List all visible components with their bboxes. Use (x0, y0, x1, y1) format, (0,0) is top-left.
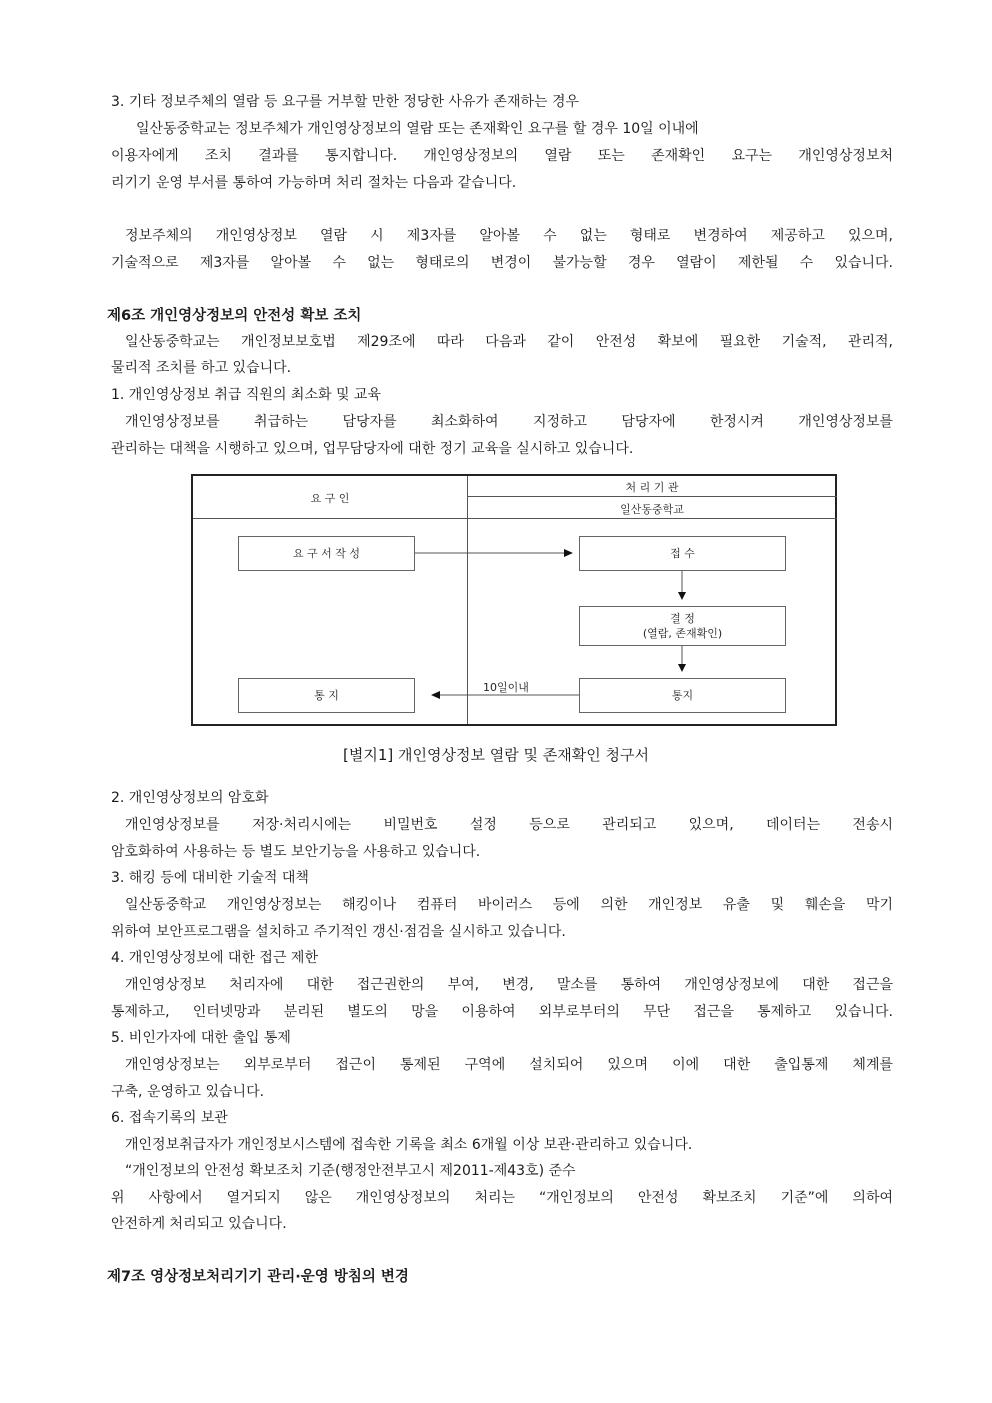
paragraph-line: 일산동중학교는 정보주체가 개인영상정보의 열람 또는 존재확인 요구를 할 경우 10일 이내에 (136, 121, 699, 137)
arrow-down-icon (678, 664, 686, 672)
paragraph-line: 기술적으로 제3자를 알아볼 수 없는 형태로의 변경이 불가능할 경우 열람이 제한될 수 있습니다. (111, 255, 893, 271)
article-6-title: 제6조 개인영상정보의 안전성 확보 조치 (107, 308, 362, 324)
arrow-down-icon (678, 592, 686, 600)
paragraph-line: 정보주체의 개인영상정보 열람 시 제3자를 알아볼 수 없는 형태로 변경하여 제공하고 있으며, (125, 228, 893, 244)
paragraph-line: “개인정보의 안전성 확보조치 기준(행정안전부고시 제2011-제43호) 준수 (125, 1163, 576, 1179)
process-flow-diagram (191, 474, 837, 726)
paragraph-line: 구축, 운영하고 있습니다. (111, 1084, 265, 1100)
box-receive-label: 접 수 (670, 547, 695, 560)
list-item-title: 3. 해킹 등에 대비한 기술적 대책 (111, 870, 309, 886)
list-item-title: 4. 개인영상정보에 대한 접근 제한 (111, 950, 318, 966)
column-processor-sub: 일산동중학교 (620, 503, 684, 516)
paragraph-line: 암호화하여 사용하는 등 별도 보안기능을 사용하고 있습니다. (111, 844, 481, 860)
paragraph-line: 통제하고, 인터넷망과 분리된 별도의 망을 이용하여 외부로부터의 무단 접근을 통제하고 있습니다. (111, 1004, 893, 1020)
column-processor: 처 리 기 관 (625, 481, 679, 494)
paragraph-line: 위하여 보안프로그램을 설치하고 주기적인 갱신·점검을 실시하고 있습니다. (111, 924, 566, 940)
box-notify-processor-label: 통지 (671, 689, 694, 702)
column-requester: 요 구 인 (310, 492, 350, 505)
arrow-left-icon (431, 691, 440, 699)
paragraph-line: 리기기 운영 부서를 통하여 가능하며 처리 절차는 다음과 같습니다. (111, 175, 517, 191)
paragraph-line: 개인영상정보를 저장·처리시에는 비밀번호 설정 등으로 관리되고 있으며, 데이터는 전송시 (125, 817, 893, 833)
paragraph-line: 일산동중학교 개인영상정보는 해킹이나 컴퓨터 바이러스 등에 의한 개인정보 유출 및 훼손을 막기 (125, 897, 893, 913)
paragraph-line: 개인영상정보는 외부로부터 접근이 통제된 구역에 설치되어 있으며 이에 대한 출입통제 체계를 (125, 1057, 893, 1073)
list-item-title: 6. 접속기록의 보관 (111, 1110, 228, 1126)
box-decision-label: 결 정 (670, 612, 695, 625)
box-request-label: 요 구 서 작 성 (292, 547, 361, 560)
arrow-label-10days: 10일이내 (483, 681, 529, 694)
list-item-title: 1. 개인영상정보 취급 직원의 최소화 및 교육 (111, 387, 381, 403)
paragraph-line: 위 사항에서 열거되지 않은 개인영상정보의 처리는 “개인정보의 안전성 확보조치 기준”에 의하여 (111, 1190, 893, 1206)
paragraph-line: 안전하게 처리되고 있습니다. (111, 1216, 287, 1232)
paragraph-line: 개인정보취급자가 개인정보시스템에 접속한 기록을 최소 6개월 이상 보관·관리하고 있습니다. (125, 1137, 693, 1153)
article-7-title: 제7조 영상정보처리기기 관리·운영 방침의 변경 (107, 1269, 409, 1285)
box-decision-sub: (열람, 존재확인) (642, 627, 723, 640)
list-item-title: 5. 비인가자에 대한 출입 통제 (111, 1030, 291, 1046)
paragraph-line: 물리적 조치를 하고 있습니다. (111, 360, 292, 376)
paragraph-line: 관리하는 대책을 시행하고 있으며, 업무담당자에 대한 정기 교육을 실시하고 있습니다. (111, 441, 634, 457)
paragraph-line: 개인영상정보 처리자에 대한 접근권한의 부여, 변경, 말소를 통하여 개인영상정보에 대한 접근을 (125, 977, 893, 993)
paragraph-line: 이용자에게 조치 결과를 통지합니다. 개인영상정보의 열람 또는 존재확인 요구는 개인영상정보처 (111, 148, 893, 164)
box-notify-requester-label: 통 지 (314, 689, 339, 702)
diagram-caption: [별지1] 개인영상정보 열람 및 존재확인 청구서 (343, 746, 649, 764)
item-3-refusal: 3. 기타 정보주체의 열람 등 요구를 거부할 만한 정당한 사유가 존재하는 경우 (111, 94, 580, 110)
paragraph-line: 개인영상정보를 취급하는 담당자를 최소화하여 지정하고 담당자에 한정시켜 개인영상정보를 (125, 414, 893, 430)
list-item-title: 2. 개인영상정보의 암호화 (111, 790, 269, 806)
paragraph-line: 일산동중학교는 개인정보보호법 제29조에 따라 다음과 같이 안전성 확보에 필요한 기술적, 관리적, (125, 334, 893, 350)
arrow-right-icon (564, 549, 573, 557)
